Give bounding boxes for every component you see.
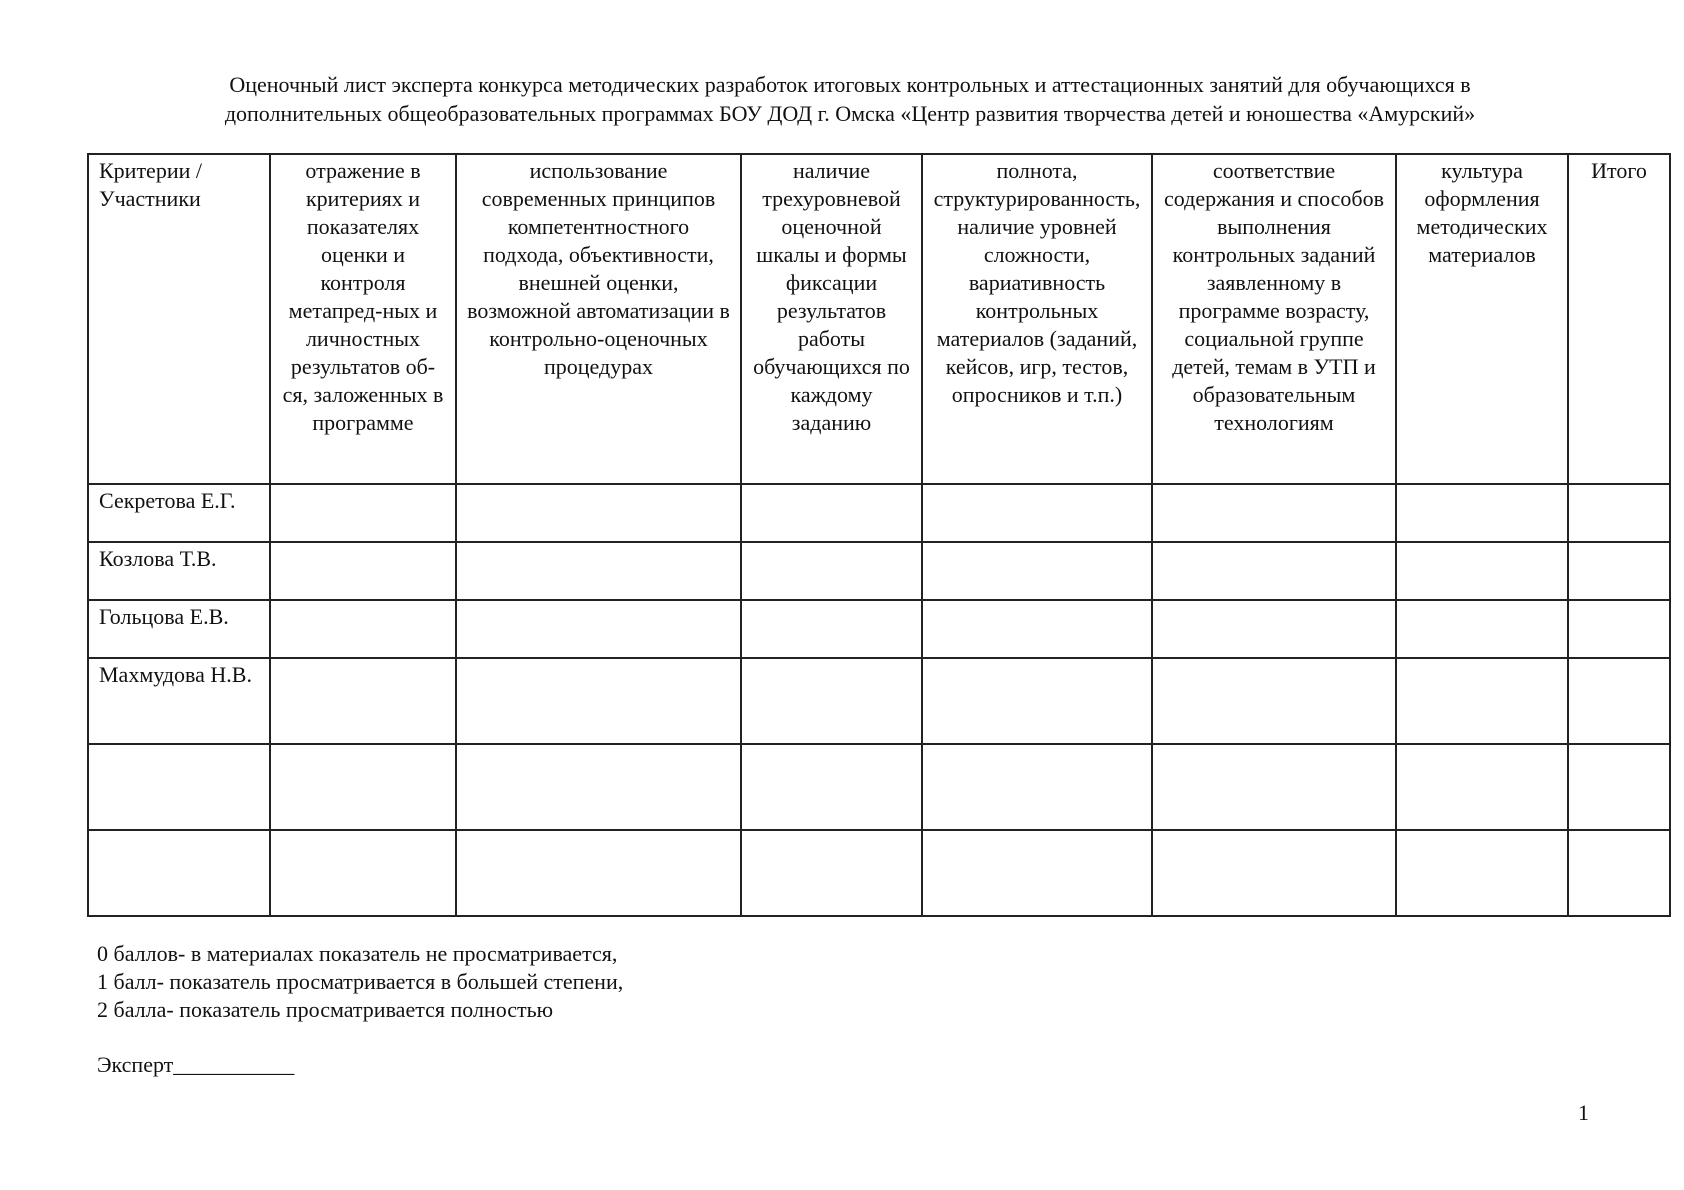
score-cell[interactable] [1152,600,1396,658]
evaluation-table [87,153,1671,917]
header-criterion-6: культура оформления методических материалов [1396,154,1568,484]
score-cell[interactable] [456,542,741,600]
score-cell[interactable] [922,484,1152,542]
participant-name: Секретова Е.Г. [88,484,270,542]
score-cell[interactable] [922,658,1152,744]
document-title [120,70,1580,128]
score-cell[interactable] [270,542,456,600]
table-row [88,744,1670,830]
header-criteria-participants: Критерии / Участники [88,154,270,484]
scoring-legend [97,940,623,1024]
header-criterion-5: соответствие содержания и способов выполнения контрольных заданий заявленному в программе возрасту, социальной группе детей, темам в УТП и образовательным технологиям [1152,154,1396,484]
table-row [88,542,1670,600]
score-cell[interactable] [922,542,1152,600]
score-cell[interactable] [270,658,456,744]
score-cell[interactable] [922,830,1152,916]
header-criterion-2: использование современных принципов компетентностного подхода, объективности, внешней оценки, возможной автоматизации в контрольно-оценочных процедурах [456,154,741,484]
score-cell[interactable] [741,830,922,916]
table-row [88,658,1670,744]
legend-line-1-point: 1 балл- показатель просматривается в большей степени, [97,969,624,994]
title-line-2: дополнительных общеобразовательных программах БОУ ДОД г. Омска «Центр развития творчества детей и юношества «Амурский» [224,101,1476,126]
score-cell[interactable] [456,658,741,744]
table-row [88,600,1670,658]
score-cell[interactable] [1396,830,1568,916]
score-cell[interactable] [741,658,922,744]
legend-line-0-points: 0 баллов- в материалах показатель не просматривается, [97,941,618,966]
expert-signature-line[interactable]: Эксперт___________ [97,1052,295,1077]
score-cell[interactable] [1152,658,1396,744]
score-cell[interactable] [741,484,922,542]
total-cell[interactable] [1568,600,1670,658]
score-cell[interactable] [456,600,741,658]
score-cell[interactable] [1152,542,1396,600]
participant-name[interactable] [88,830,270,916]
score-cell[interactable] [456,484,741,542]
legend-line-2-points: 2 балла- показатель просматривается полностью [97,997,554,1022]
total-cell[interactable] [1568,542,1670,600]
score-cell[interactable] [270,830,456,916]
table-row [88,484,1670,542]
header-criterion-4: полнота, структурированность, наличие уровней сложности, вариативность контрольных материалов (заданий, кейсов, игр, тестов, опросников и т.п.) [922,154,1152,484]
score-cell[interactable] [1396,484,1568,542]
header-criterion-3: наличие трехуровневой оценочной шкалы и формы фиксации результатов работы обучающихся по каждому заданию [741,154,922,484]
participant-name: Гольцова Е.В. [88,600,270,658]
total-cell[interactable] [1568,484,1670,542]
participant-name: Махмудова Н.В. [88,658,270,744]
score-cell[interactable] [741,744,922,830]
page-number: 1 [1578,1100,1589,1125]
score-cell[interactable] [1396,658,1568,744]
score-cell[interactable] [741,600,922,658]
table-row [88,830,1670,916]
participant-name: Козлова Т.В. [88,542,270,600]
score-cell[interactable] [1152,744,1396,830]
score-cell[interactable] [270,484,456,542]
score-cell[interactable] [741,542,922,600]
score-cell[interactable] [456,830,741,916]
participant-name[interactable] [88,744,270,830]
score-cell[interactable] [922,600,1152,658]
score-cell[interactable] [456,744,741,830]
header-row [88,154,1670,484]
score-cell[interactable] [1152,484,1396,542]
header-criterion-1: отражение в критериях и показателях оценки и контроля метапред-ных и личностных результатов об-ся, заложенных в программе [270,154,456,484]
score-cell[interactable] [1152,830,1396,916]
total-cell[interactable] [1568,744,1670,830]
header-total: Итого [1568,154,1670,484]
total-cell[interactable] [1568,830,1670,916]
title-line-1: Оценочный лист эксперта конкурса методических разработок итоговых контрольных и аттестационных занятий для обучающихся в [229,72,1471,97]
score-cell[interactable] [1396,600,1568,658]
score-cell[interactable] [270,744,456,830]
score-cell[interactable] [922,744,1152,830]
score-cell[interactable] [270,600,456,658]
score-cell[interactable] [1396,542,1568,600]
score-cell[interactable] [1396,744,1568,830]
total-cell[interactable] [1568,658,1670,744]
